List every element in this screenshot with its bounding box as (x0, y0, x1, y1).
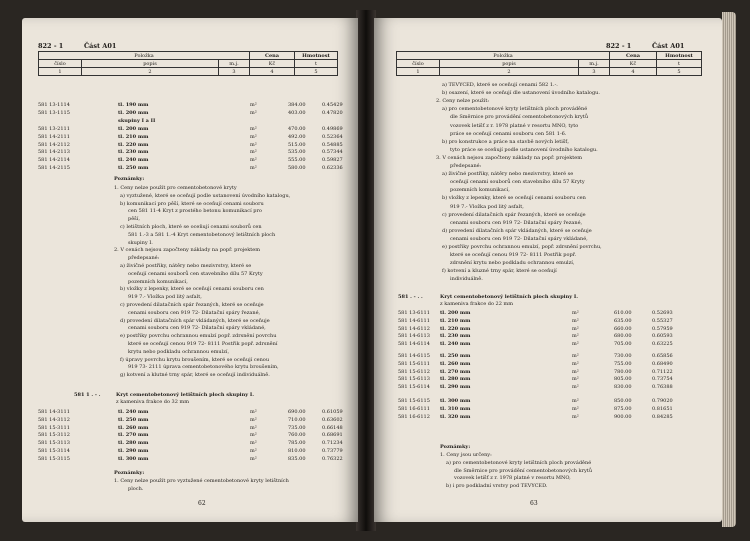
item-price: 535.00 (288, 149, 306, 156)
item-description: tl. 280 mm (440, 376, 471, 383)
item-code: 581 15-3111 (38, 424, 70, 431)
note-line: krytu nebo podkladu ochrannou emulzí, (128, 348, 230, 355)
item-price: 555.00 (288, 157, 306, 164)
table-row (22, 110, 358, 116)
item-code: 581 14-2111 (38, 133, 70, 140)
item-code: 581 14-3112 (38, 416, 70, 423)
note-line: pozemních komunikací, (128, 278, 188, 285)
item-code: 581 14-6114 (398, 341, 430, 348)
table-row (22, 440, 358, 446)
item-price: 780.00 (614, 368, 632, 375)
item-description: tl. 290 mm (440, 384, 471, 391)
left-page (22, 18, 358, 522)
item-unit: m² (250, 432, 257, 439)
note-line: cenami souboru cen 919 72- Dilatační spáry řezané, (128, 309, 261, 316)
item-unit: m² (572, 405, 579, 412)
item-price: 810.00 (288, 448, 306, 454)
note-line: 581 1.-3 a 581 1.-4 Kryt cementobetonový letištních ploch (128, 231, 276, 238)
item-description: tl. 230 mm (118, 149, 149, 156)
table-row (22, 456, 358, 462)
item-code: 581 15-3113 (38, 440, 70, 447)
item-price: 470.00 (288, 126, 306, 132)
note-line: 919 7.- Vložka pod litý asfalt, (450, 203, 524, 210)
item-code: 581 16-6111 (398, 405, 430, 412)
item-weight: 0.57344 (322, 149, 343, 156)
note-line: které se oceňují cenou 919 72- 8111 Postřik popř. zdrsnění (128, 341, 278, 347)
col-cena-unit: Kč (250, 60, 295, 68)
item-unit: m² (250, 149, 257, 156)
note-line: 2. V cenách nejsou započteny náklady na popř. projektem (114, 247, 260, 254)
item-unit: m² (250, 109, 257, 116)
item-price: 690.00 (288, 409, 306, 415)
item-unit: m² (572, 413, 579, 420)
item-unit: m² (572, 341, 579, 348)
note-line: b) pro konstrukce a práce na stavbě nových letišť, (442, 138, 569, 145)
item-weight: 0.47820 (322, 109, 343, 116)
item-description: tl. 200 mm (118, 109, 149, 116)
note-line: 1. Ceny nelze použít pro cementobetonové kryty (114, 185, 237, 191)
item-code: 581 14-6113 (398, 333, 430, 340)
item-weight: 0.68691 (322, 432, 343, 439)
col-popis: popis (82, 60, 219, 68)
note-line: a) pro cementobetonové kryty letištních ploch prováděné (446, 459, 592, 466)
page-number: 63 (530, 500, 538, 507)
table-row (22, 432, 358, 438)
item-unit: m² (250, 448, 257, 454)
col-num: 4 (610, 68, 657, 76)
page-edges (722, 12, 736, 527)
item-code: 581 15-6115 (398, 398, 430, 404)
item-description: tl. 270 mm (440, 368, 471, 375)
col-cena-unit: Kč (610, 60, 657, 68)
col-cislo: číslo (397, 60, 440, 68)
col-num: 1 (397, 68, 440, 76)
item-description: tl. 260 mm (440, 360, 471, 367)
table-row (22, 157, 358, 163)
item-code: 581 14-6112 (398, 325, 430, 332)
item-code: 581 15-3114 (38, 448, 70, 454)
note-line: práce se oceňují cenami souboru cen 581 1-6. (450, 130, 567, 137)
item-unit: m² (250, 424, 257, 431)
item-weight: 0.68490 (652, 360, 673, 367)
note-line: cenami souboru cen 919 72- Dilatační spáry vkládané, (128, 325, 266, 332)
item-price: 760.00 (288, 432, 306, 439)
item-description: tl. 190 mm (118, 102, 149, 108)
item-weight: 0.84285 (652, 413, 673, 420)
item-code: 581 15-6114 (398, 384, 430, 391)
item-weight: 0.59827 (322, 157, 343, 164)
right-page (374, 18, 722, 522)
table-row (22, 134, 358, 140)
item-weight: 0.76322 (322, 455, 343, 462)
table-row (374, 353, 722, 359)
item-code: 581 13-6111 (398, 310, 430, 316)
item-code: 581 14-2114 (38, 157, 70, 164)
col-cena: Cena (610, 52, 657, 60)
item-price: 384.00 (288, 102, 306, 108)
section-subtitle: z kameniva frakce do 22 mm (440, 301, 513, 307)
col-num: 5 (295, 68, 338, 76)
item-weight: 0.45429 (322, 102, 343, 108)
note-line: f) úpravy povrchu krytu broušením, které se oceňují cenou (120, 356, 270, 363)
item-description: tl. 250 mm (118, 165, 149, 171)
item-price: 705.00 (614, 341, 632, 348)
item-code: 581 13-1115 (38, 109, 70, 116)
table-row (374, 341, 722, 347)
item-code: 581 14-6111 (398, 317, 430, 324)
item-description: tl. 300 mm (440, 398, 471, 404)
note-line: předepsané: (450, 163, 482, 169)
table-row (374, 398, 722, 404)
item-weight: 0.61059 (322, 409, 343, 415)
item-weight: 0.62336 (322, 165, 343, 171)
note-line: 2. Ceny nelze použít: (436, 98, 490, 105)
table-row (22, 102, 358, 108)
table-row (374, 326, 722, 332)
item-weight: 0.66148 (322, 424, 343, 431)
item-unit: m² (572, 376, 579, 383)
col-hmotnost: Hmotnost (295, 52, 338, 60)
item-description: tl. 310 mm (440, 405, 471, 412)
item-unit: m² (572, 384, 579, 391)
header-code: 822 - 1 (606, 42, 632, 50)
section-title: Kryt cementobetonový letištních ploch skupiny I. (116, 392, 254, 398)
item-description: tl. 220 mm (118, 141, 149, 148)
item-code: 581 14-2112 (38, 141, 70, 148)
note-line: d) provedení dilatačních spár vkládaných, které se oceňuje (442, 227, 592, 234)
item-unit: m² (572, 325, 579, 332)
note-line: zdrsnění krytu nebo podkladu ochrannou emulzí, (450, 260, 575, 267)
table-row (374, 369, 722, 375)
item-code: 581 14-2115 (38, 165, 70, 171)
item-code: 581 14-6115 (398, 353, 430, 359)
note-line: předepsané: (128, 255, 160, 262)
note-line: b) vložky z lepenky, které se oceňují cenami souboru cen (442, 195, 586, 202)
table-row (374, 333, 722, 339)
col-cislo: číslo (39, 60, 82, 68)
col-hmotnost-unit: t (657, 60, 702, 68)
note-line: c) letištních ploch, které se oceňují cenami souborů cen (120, 224, 262, 230)
item-weight: 0.55327 (652, 317, 673, 324)
item-weight: 0.60593 (652, 333, 673, 340)
item-unit: m² (250, 102, 257, 108)
col-num: 2 (440, 68, 579, 76)
note-line: f) kotvení a kluzné trny spár, které se oceňují (442, 268, 557, 275)
item-unit: m² (250, 141, 257, 148)
note-line: dle Směrnice pro provádění cementobetonových krytů (454, 467, 593, 474)
item-weight: 0.52693 (652, 310, 673, 316)
item-description: tl. 290 mm (118, 448, 149, 454)
table-row (374, 376, 722, 382)
col-num: 3 (219, 68, 250, 76)
col-num: 2 (82, 68, 219, 76)
item-description: tl. 240 mm (118, 157, 149, 164)
item-price: 492.00 (288, 133, 306, 140)
col-hmotnost: Hmotnost (657, 52, 702, 60)
table-row (22, 417, 358, 423)
col-num: 3 (579, 68, 610, 76)
item-unit: m² (572, 398, 579, 404)
note-line: g) kotvení a klutné trny spár, které se oceňují individuálně. (120, 372, 270, 379)
item-unit: m² (250, 133, 257, 140)
note-line: 919 73- 2111 úprava cementobetonového krytu broušením, (128, 364, 279, 371)
table-row (22, 126, 358, 132)
item-weight: 0.76388 (652, 384, 673, 391)
item-price: 660.00 (614, 325, 632, 332)
note-line: cen 581 11-4 Kryt z prostého betonu komunikací pro (128, 208, 262, 215)
item-weight: 0.73754 (652, 376, 673, 383)
item-price: 835.00 (288, 455, 306, 462)
notes-title: Poznámky: (114, 176, 145, 182)
note-line: 3. V cenách nejsou započteny náklady na popř. projektem (436, 154, 582, 161)
col-num: 5 (657, 68, 702, 76)
item-code: 581 16-6112 (398, 413, 430, 420)
item-description: tl. 210 mm (118, 133, 149, 140)
table-row (22, 448, 358, 454)
item-unit: m² (250, 126, 257, 132)
header-part: Část A01 (652, 42, 685, 50)
section-subtitle: z kameniva frakce do 32 mm (116, 399, 189, 405)
item-weight: 0.63602 (322, 416, 343, 423)
item-description: tl. 200 mm (440, 310, 471, 316)
note-line: a) pro cementobetonové kryty letištních ploch prováděné (442, 106, 588, 113)
col-cena: Cena (250, 52, 295, 60)
col-mj: m.j. (219, 60, 250, 68)
item-weight: 0.79020 (652, 398, 673, 404)
note-line: b) vložky z lepenky, které se oceňují cenami souboru cen (120, 286, 264, 293)
col-num: 4 (250, 68, 295, 76)
item-weight: 0.65856 (652, 353, 673, 359)
section-number: 581 . - . . (398, 294, 423, 300)
item-price: 900.00 (614, 413, 632, 420)
item-description: tl. 250 mm (440, 353, 471, 359)
item-description: tl. 200 mm (118, 126, 149, 132)
item-weight: 0.49869 (322, 126, 343, 132)
item-price: 710.00 (288, 416, 306, 423)
item-unit: m² (250, 416, 257, 423)
item-unit: m² (250, 157, 257, 164)
item-weight: 0.71234 (322, 440, 343, 447)
item-description: tl. 270 mm (118, 432, 149, 439)
item-code: 581 15-6113 (398, 376, 430, 383)
item-description: tl. 320 mm (440, 413, 471, 420)
item-unit: m² (572, 333, 579, 340)
note-line: c) provedení dilatačních spár řezaných, které se oceňuje (442, 211, 586, 218)
note-line: ploch. (128, 485, 144, 492)
note-line: a) živičné postřiky, nátěry nebo mezivrstvy, které se (120, 263, 252, 269)
col-polozka: Položka (397, 52, 610, 60)
item-description: tl. 300 mm (118, 455, 149, 462)
note-line: 1. Ceny jsou určeny: (440, 452, 492, 458)
item-description: tl. 240 mm (118, 409, 149, 415)
note-line: b) i pro podkladní vrstvy pod TEVYCED. (446, 483, 548, 490)
table-row (22, 142, 358, 148)
col-mj: m.j. (579, 60, 610, 68)
item-weight: 0.81651 (652, 405, 673, 412)
item-code: 581 14-2113 (38, 149, 70, 156)
subheading: skupiny I a II (118, 118, 156, 124)
item-description: tl. 230 mm (440, 333, 471, 340)
item-price: 680.00 (614, 333, 632, 340)
note-line: cenami souboru cen 919 72- Dilatační spáry vkládané, (450, 235, 588, 242)
note-line: oceňují cenami souborů cen stavebního dílu 57 Kryty (128, 270, 263, 277)
item-price: 515.00 (288, 141, 306, 148)
item-code: 581 13-1114 (38, 102, 70, 108)
item-price: 785.00 (288, 440, 306, 447)
note-line: c) provedení dilatačních spár řezaných, které se oceňuje (120, 302, 264, 308)
notes-title: Poznámky: (114, 470, 145, 476)
item-price: 755.00 (614, 360, 632, 367)
note-line: d) provedení dilatačních spár vkládaných, které se oceňuje (120, 317, 270, 324)
section-number: 581 1 . - . (74, 392, 101, 398)
note-line: e) postřiky povrchu ochrannou emulzí popř. zdrsnění povrchu (120, 333, 277, 340)
section-title: Kryt cementobetonový letištních ploch skupiny I. (440, 294, 578, 300)
table-row (374, 310, 722, 316)
item-description: tl. 260 mm (118, 424, 149, 431)
table-row (22, 409, 358, 415)
item-description: tl. 280 mm (118, 440, 149, 447)
table-header (396, 51, 702, 76)
item-unit: m² (250, 440, 257, 447)
note-line: skupiny I. (128, 239, 153, 246)
item-unit: m² (572, 353, 579, 359)
item-price: 403.00 (288, 109, 306, 116)
col-polozka: Položka (39, 52, 250, 60)
note-line: a) TEVYCED, které se oceňují cenami 582 1.-. (442, 82, 558, 88)
item-unit: m² (572, 360, 579, 367)
item-weight: 0.54885 (322, 141, 343, 148)
item-unit: m² (250, 455, 257, 462)
item-code: 581 15-6111 (398, 360, 430, 367)
item-price: 735.00 (288, 424, 306, 431)
note-line: b) osazení, které se oceňují dle ustanovení úvodního katalogu. (442, 90, 600, 97)
note-line: pozemních komunikací, (450, 187, 510, 194)
item-weight: 0.57959 (652, 325, 673, 332)
note-line: e) postřiky povrchu ochrannou emulzí, popř. zdrsnění povrchu, (442, 244, 602, 250)
item-price: 805.00 (614, 376, 632, 383)
item-unit: m² (572, 310, 579, 316)
note-line: které se oceňují cenou 919 72- 8111 Postřik popř. (450, 252, 577, 259)
table-row (374, 318, 722, 324)
item-description: tl. 240 mm (440, 341, 471, 348)
item-unit: m² (250, 165, 257, 171)
item-code: 581 13-2111 (38, 126, 70, 132)
item-description: tl. 220 mm (440, 325, 471, 332)
col-num: 1 (39, 68, 82, 76)
table-header (38, 51, 338, 76)
header-part: Část A01 (84, 42, 117, 50)
note-line: vozovek letišť z r. 1978 platné v resortu MNO, (454, 475, 571, 482)
item-price: 830.00 (614, 384, 632, 391)
col-hmotnost-unit: t (295, 60, 338, 68)
table-row (22, 425, 358, 431)
table-row (22, 165, 358, 171)
item-price: 580.00 (288, 165, 306, 171)
col-popis: popis (440, 60, 579, 68)
item-code: 581 14-3111 (38, 409, 70, 415)
item-weight: 0.63225 (652, 341, 673, 348)
note-line: oceňují cenami souborů cen stavebního dílu 57 Kryty (450, 179, 585, 186)
item-description: tl. 210 mm (440, 317, 471, 324)
note-line: a) živičné postřiky, nátěry nebo mezivrstvy, které se (442, 171, 574, 178)
item-unit: m² (250, 409, 257, 415)
notes-title: Poznámky: (440, 444, 471, 450)
item-price: 730.00 (614, 353, 632, 359)
note-line: dle Směrnice pro provádění cementobetonových krytů (450, 114, 589, 121)
table-row (374, 361, 722, 367)
table-row (374, 384, 722, 390)
item-price: 635.00 (614, 317, 632, 324)
page-number: 62 (198, 500, 206, 507)
note-line: vozovek letišť z r. 1978 platné v resortu MNO, tyto (450, 122, 579, 129)
item-code: 581 15-3115 (38, 455, 70, 462)
item-price: 850.00 (614, 398, 632, 404)
table-row (374, 414, 722, 420)
note-line: tyto práce se oceňují podle ustanovení úvodního katalogu. (450, 146, 598, 153)
header-code: 822 - 1 (38, 42, 64, 50)
item-weight: 0.52364 (322, 133, 343, 140)
note-line: cenami souboru cen 919 72- Dilatační spáry řezané, (450, 219, 583, 226)
item-weight: 0.73779 (322, 448, 343, 454)
book-gutter (356, 10, 376, 531)
item-description: tl. 250 mm (118, 416, 149, 423)
note-line: b) komunikací pro pěší, které se oceňují cenami souboru (120, 200, 264, 207)
note-line: 919 7.- Vložka pod litý asfalt, (128, 294, 202, 301)
item-unit: m² (572, 317, 579, 324)
item-weight: 0.71122 (652, 368, 673, 375)
note-line: a) vyztužené, které se oceňují podle ustanovení úvodního katalogu, (120, 192, 291, 199)
table-row (22, 149, 358, 155)
item-price: 875.00 (614, 405, 632, 412)
note-line: 1. Ceny nelze použít pro vyztužené cementobetonové kryty letištních (114, 478, 289, 484)
item-price: 610.00 (614, 310, 632, 316)
note-line: individuálně. (450, 276, 483, 283)
item-unit: m² (572, 368, 579, 375)
item-code: 581 15-6112 (398, 368, 430, 375)
item-code: 581 15-3112 (38, 432, 70, 439)
note-line: pěší, (128, 216, 140, 223)
table-row (374, 406, 722, 412)
